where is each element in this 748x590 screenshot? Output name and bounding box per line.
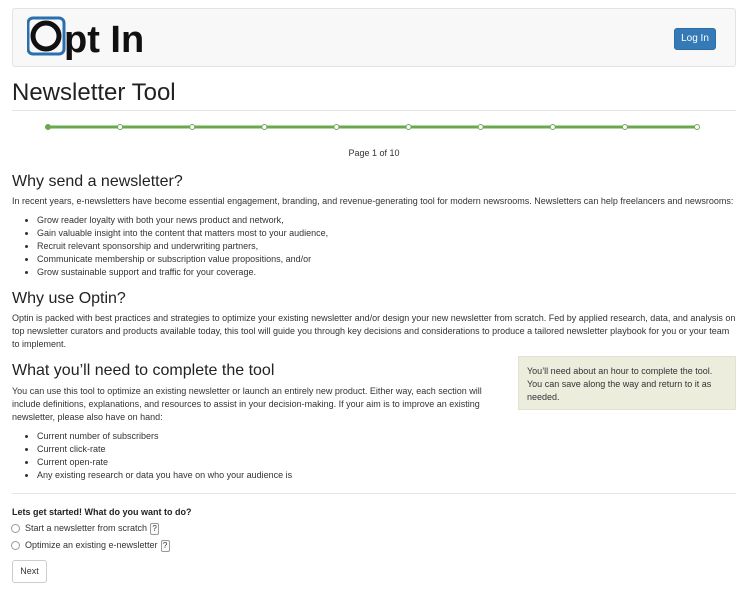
section-heading-why-optin: Why use Optin?: [12, 290, 126, 307]
list-item: • Recruit relevant sponsorship and underwriting partners,: [37, 240, 328, 253]
section-heading-why-send: Why send a newsletter?: [12, 173, 183, 190]
opt-in-logo: [27, 15, 157, 61]
radio-button[interactable]: [11, 541, 20, 550]
divider: [12, 493, 736, 494]
progress-step-dot: [334, 125, 339, 130]
what-you-need-body: You can use this tool to optimize an existing newsletter or launch an entirely new product. Either way, each section will include definitions, explanations, and resources to assist in your decision-making. If your aim is to improve an existing newsletter, please also have on hand:: [12, 386, 482, 422]
progress-bar: [0, 118, 748, 136]
divider: [12, 110, 736, 111]
logo[interactable]: [27, 15, 157, 61]
list-item: • Grow reader loyalty with both your news product and network,: [37, 214, 328, 227]
progress-step-dot: [622, 125, 627, 130]
what-you-need-list: [24, 430, 292, 482]
why-optin-body: Optin is packed with best practices and strategies to optimize your existing newsletter and/or design your new newsletter from scratch. Fed by applied research, data, and analysis on top newsletter curators and products available today, this tool will guide you through key decisions and considerations to produce a tailored newsletter playbook for you or your team to implement.: [12, 313, 736, 349]
login-button[interactable]: Log In: [674, 28, 716, 50]
list-item: • Grow sustainable support and traffic for your coverage.: [37, 266, 328, 279]
next-button[interactable]: Next: [12, 560, 47, 583]
help-icon[interactable]: ?: [150, 523, 159, 535]
page-indicator: Page 1 of 10: [348, 148, 400, 158]
help-icon[interactable]: ?: [161, 540, 170, 552]
progress-step-dot: [262, 125, 267, 130]
option-optimize-existing[interactable]: [11, 539, 170, 552]
progress-step-dot: [190, 125, 195, 130]
why-send-intro: In recent years, e-newsletters have become essential engagement, branding, and revenue-generating tool for modern newsrooms. Newsletters can help freelancers and newsrooms:: [12, 196, 734, 206]
option-start-from-scratch[interactable]: [11, 522, 159, 535]
progress-step-dot: [695, 125, 700, 130]
radio-button[interactable]: [11, 524, 20, 533]
progress-step-dot: [118, 125, 123, 130]
list-item: • Communicate membership or subscription value propositions, and/or: [37, 253, 328, 266]
section-heading-what-you-need: What you’ll need to complete the tool: [12, 362, 275, 379]
option-label[interactable]: Optimize an existing e-newsletter: [25, 540, 158, 550]
why-send-list: [24, 214, 328, 279]
list-item: • Current click-rate: [37, 443, 292, 456]
progress-step-dot: [46, 125, 51, 130]
time-note: You’ll need about an hour to complete the tool. You can save along the way and return to it as needed.: [518, 356, 736, 410]
option-label[interactable]: Start a newsletter from scratch: [25, 523, 148, 533]
navbar: [12, 8, 736, 67]
list-item: • Current open-rate: [37, 456, 292, 469]
list-item: • Any existing research or data you have on who your audience is: [37, 469, 292, 482]
progress-step-dot: [478, 125, 483, 130]
page-title: Newsletter Tool: [12, 79, 176, 106]
list-item: • Gain valuable insight into the content that matters most to your audience,: [37, 227, 328, 240]
list-item: • Current number of subscribers: [37, 430, 292, 443]
progress-step-dot: [550, 125, 555, 130]
start-question: Lets get started! What do you want to do?: [12, 507, 192, 517]
progress-step-dot: [406, 125, 411, 130]
logo-text: pt In: [64, 19, 145, 61]
